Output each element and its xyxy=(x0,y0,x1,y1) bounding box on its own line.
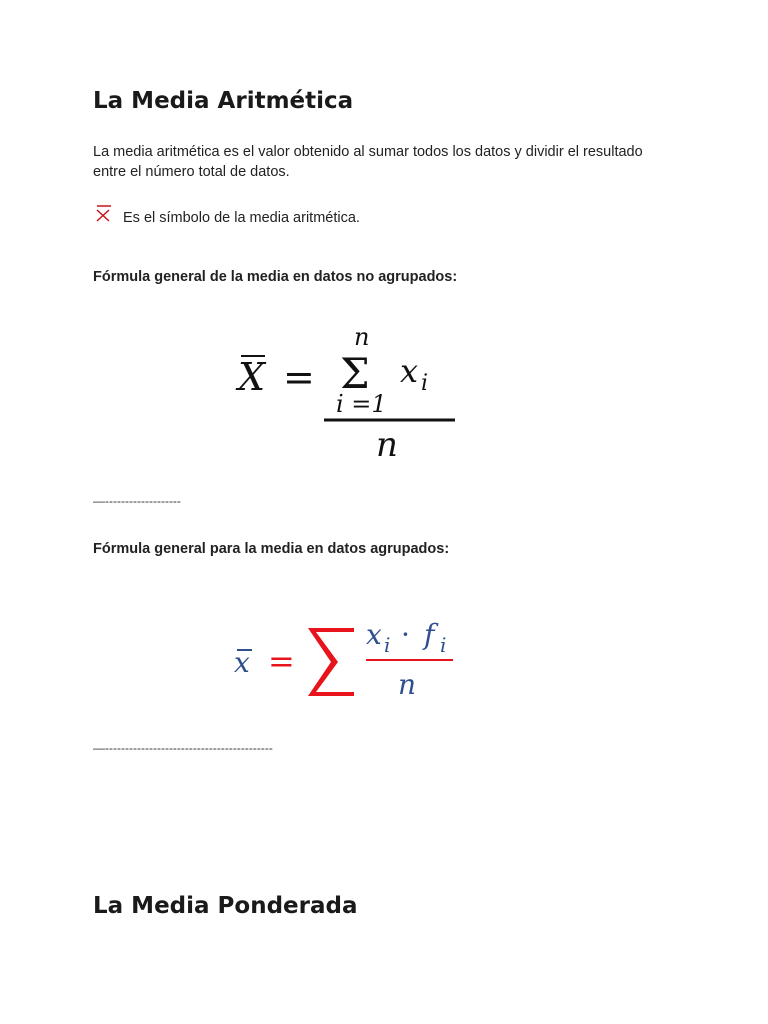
formula2-sum-sign xyxy=(308,628,354,696)
symbol-description: Es el símbolo de la media aritmética. xyxy=(123,210,360,226)
page-title: La Media Aritmética xyxy=(93,88,354,114)
formula2-lhs: x xyxy=(234,646,250,679)
formula2-heading: Fórmula general para la media en datos agrupados: xyxy=(93,541,450,557)
formula1-term-sub: i xyxy=(421,371,429,396)
formula1-heading: Fórmula general de la media en datos no agrupados: xyxy=(93,269,458,285)
mean-symbol-icon xyxy=(93,203,115,223)
formula1-sum-upper: n xyxy=(354,323,370,351)
section-title-media-ponderada: La Media Ponderada xyxy=(93,893,358,919)
separator-line-1: —------------------- xyxy=(93,494,181,508)
intro-paragraph: La media aritmética es el valor obtenido al sumar todos los datos y dividir el resultado entre el número total de datos. xyxy=(93,144,643,180)
formula-grouped-mean xyxy=(228,610,468,710)
formula2-num-f-sub: i xyxy=(440,633,447,657)
formula1-sum-sign: Σ xyxy=(340,349,370,398)
symbol-row xyxy=(93,203,360,228)
formula2-num-f: f xyxy=(424,618,435,651)
formula2-num-x-sub: i xyxy=(384,633,391,657)
formula-ungrouped-mean xyxy=(228,318,468,466)
formula2-equals: = xyxy=(268,642,295,680)
formula1-sum-lower: i =1 xyxy=(336,390,387,418)
formula1-equals: = xyxy=(283,355,315,399)
formula2-dot: · xyxy=(401,618,410,651)
formula1-denominator: n xyxy=(376,425,398,465)
formula1-lhs: X xyxy=(238,355,266,399)
formula2-denominator: n xyxy=(398,668,417,701)
formula2-num-x: x xyxy=(366,618,382,651)
formula1-term: x xyxy=(400,352,419,390)
separator-line-2: —------------------------------------------ xyxy=(93,741,273,755)
